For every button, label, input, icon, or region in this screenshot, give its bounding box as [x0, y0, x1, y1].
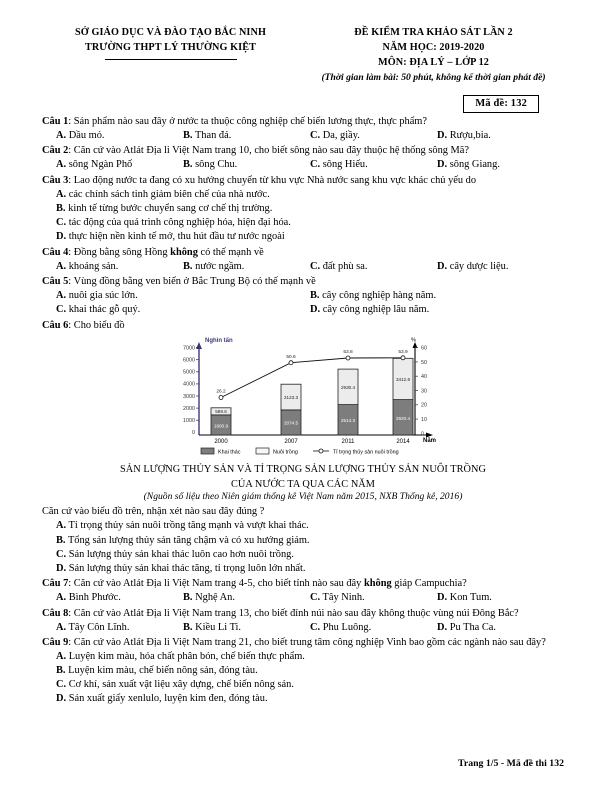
- svg-text:5000: 5000: [183, 369, 195, 376]
- option-d[interactable]: D. Pu Tha Ca.: [437, 621, 496, 633]
- option-b[interactable]: B. Than đá.: [183, 129, 232, 141]
- question-text: : Căn cứ vào Atlát Địa li Việt Nam trang 21, cho biết trung tâm công nghiệp Vinh bao gồm các ngành nào sau đây?: [68, 637, 546, 649]
- question-stem: [42, 246, 564, 260]
- option-c[interactable]: C. tác động của quá trình công nghiệp hóa, hiện đại hóa.: [56, 216, 291, 228]
- svg-text:60: 60: [421, 345, 427, 352]
- question-3: [42, 174, 564, 244]
- question-number: Câu 4: [42, 246, 69, 258]
- svg-text:2011: 2011: [341, 439, 355, 446]
- svg-text:Khai thác: Khai thác: [218, 449, 241, 456]
- header-divider: [105, 59, 237, 60]
- question-options-row: [42, 621, 564, 635]
- svg-text:2007: 2007: [284, 439, 298, 446]
- svg-text:50: 50: [421, 360, 427, 367]
- question-options-row: [42, 289, 564, 303]
- svg-text:3412.8: 3412.8: [395, 377, 411, 383]
- question-6-text: : Cho biểu đồ: [68, 319, 125, 331]
- option-d[interactable]: D. sông Giang.: [437, 159, 500, 171]
- svg-text:50.6: 50.6: [286, 355, 296, 361]
- svg-text:0: 0: [192, 430, 195, 437]
- option-a[interactable]: A. Dầu mỏ.: [56, 129, 105, 141]
- option-b[interactable]: B. kinh tế từng bước chuyển sang cơ chế thị trường.: [56, 202, 273, 214]
- option-a[interactable]: A. nuôi gia súc lớn.: [56, 290, 138, 302]
- svg-text:6000: 6000: [183, 357, 195, 364]
- svg-text:Năm: Năm: [423, 438, 437, 445]
- option-c[interactable]: C. đất phù sa.: [310, 260, 368, 272]
- question-options: [42, 650, 564, 706]
- option-a[interactable]: A. Luyện kim màu, hóa chất phân bón, chế biến thực phẩm.: [56, 651, 305, 663]
- svg-text:2514.3: 2514.3: [340, 418, 356, 424]
- department-name: SỞ GIÁO DỤC VÀ ĐÀO TẠO BẮC NINH: [75, 27, 266, 38]
- svg-text:30: 30: [421, 388, 427, 395]
- option-b[interactable]: B. nước ngầm.: [183, 260, 245, 272]
- question-stem: [42, 577, 564, 591]
- chart-title-line-2: CỦA NƯỚC TA QUA CÁC NĂM: [230, 478, 375, 490]
- question-stem: [42, 144, 564, 158]
- question-stem: [42, 174, 564, 188]
- question-number: Câu 1: [42, 115, 69, 127]
- svg-text:Nuôi trồng: Nuôi trồng: [273, 449, 298, 456]
- option-c[interactable]: C. khai thác gỗ quý.: [56, 304, 141, 316]
- question-number: Câu 9: [42, 637, 69, 649]
- svg-text:2920.4: 2920.4: [395, 416, 411, 422]
- exam-title: ĐỀ KIỂM TRA KHẢO SÁT LẦN 2: [354, 27, 513, 38]
- svg-text:40: 40: [421, 374, 427, 381]
- question-7: [42, 577, 564, 605]
- svg-text:53.8: 53.8: [343, 350, 353, 356]
- option-a[interactable]: A. Tỉ trọng thủy sản nuôi trồng tăng mạnh và vượt khai thác.: [56, 520, 309, 532]
- svg-text:4000: 4000: [183, 381, 195, 388]
- svg-text:26.2: 26.2: [216, 389, 226, 395]
- chart-source: (Nguồn số liệu theo Niên giám thống kê Việt Nam năm 2015, NXB Thống kê, 2016): [143, 490, 463, 502]
- svg-text:53.9: 53.9: [398, 350, 408, 356]
- option-a[interactable]: A. Tây Côn Lĩnh.: [56, 621, 130, 633]
- question-text: : Vùng đồng bằng ven biển ở Bắc Trung Bộ có thế mạnh về: [68, 276, 316, 288]
- question-options-row: [42, 260, 564, 274]
- svg-text:2930.4: 2930.4: [340, 385, 356, 391]
- chart-legend: [201, 448, 399, 455]
- option-a[interactable]: A. các chính sách tinh giảm biên chế của nhà nước.: [56, 188, 270, 200]
- question-options: [42, 188, 564, 244]
- school-name: TRƯỜNG THPT LÝ THƯỜNG KIỆT: [84, 41, 257, 53]
- option-b[interactable]: B. sông Chu.: [183, 159, 238, 171]
- svg-text:2014: 2014: [396, 439, 410, 446]
- question-6: [42, 319, 564, 576]
- option-c[interactable]: C. sông Hiếu.: [310, 159, 368, 171]
- svg-text:2000: 2000: [183, 406, 195, 413]
- svg-text:20: 20: [421, 402, 427, 409]
- option-b[interactable]: B. Luyện kim màu, chế biến nông sản, đóng tàu.: [56, 665, 258, 677]
- question-4: [42, 246, 564, 274]
- question-text: : Sản phẩm nào sau đây ở nước ta thuộc công nghiệp chế biến lương thực, thực phẩm?: [68, 115, 428, 127]
- svg-text:2000: 2000: [214, 439, 228, 446]
- option-d[interactable]: D. Sản lượng thủy sản khai thác tăng, tỉ trọng luôn lớn nhất.: [56, 562, 306, 574]
- option-b[interactable]: B. Nghệ An.: [183, 592, 235, 604]
- svg-text:%: %: [411, 337, 416, 344]
- question-2: [42, 144, 564, 172]
- question-text: : Căn cứ vào Atlát Địa li Việt Nam trang 10, cho biết sông nào sau đây thuộc hệ thống sông Mã?: [68, 145, 470, 157]
- questions-group-1: [42, 115, 564, 317]
- question-8: [42, 607, 564, 635]
- option-a[interactable]: A. sông Ngàn Phố: [56, 159, 133, 171]
- svg-text:Tỉ trọng thủy sản nuôi trồng: Tỉ trọng thủy sản nuôi trồng: [333, 449, 399, 456]
- option-d[interactable]: D. Kon Tum.: [437, 592, 492, 604]
- question-text: : Căn cứ vào Atlát Địa li Việt Nam trang 13, cho biết đỉnh núi nào sau đây không thuộc vùng núi Đông Bắc?: [68, 607, 519, 619]
- svg-text:3000: 3000: [183, 394, 195, 401]
- question-number: Câu 8: [42, 607, 69, 619]
- option-a[interactable]: A. khoáng sản.: [56, 260, 119, 272]
- document-header: [42, 26, 564, 86]
- subject-grade: MÔN: ĐỊA LÝ – LỚP 12: [378, 56, 489, 68]
- question-text: : Lao động nước ta đang có xu hướng chuyển từ khu vực Nhà nước sang khu vực khác chủ yếu do: [68, 174, 477, 186]
- fishery-chart: [153, 335, 453, 462]
- option-b[interactable]: B. Kiều Li Ti.: [183, 621, 242, 633]
- option-d[interactable]: D. thực hiện nền kinh tế mở, thu hút đầu tư nước ngoài: [56, 230, 285, 242]
- question-stem: [42, 636, 564, 650]
- question-6-lead: Căn cứ vào biểu đồ trên, nhận xét nào sau đây đúng ?: [42, 506, 265, 518]
- option-c[interactable]: C. Phu Luông.: [310, 621, 372, 633]
- svg-text:7000: 7000: [183, 345, 195, 352]
- svg-text:1660.9: 1660.9: [213, 423, 229, 429]
- svg-text:1000: 1000: [183, 418, 195, 425]
- questions-group-2: [42, 577, 564, 706]
- option-a[interactable]: A. Bình Phước.: [56, 592, 121, 604]
- option-c[interactable]: C. Da, giầy.: [310, 129, 360, 141]
- svg-text:10: 10: [421, 417, 427, 424]
- svg-text:2123.3: 2123.3: [283, 395, 299, 401]
- question-stem: [42, 607, 564, 621]
- option-c[interactable]: C. Sản lượng thủy sản khai thác luôn cao hơn nuôi trồng.: [56, 548, 294, 560]
- question-6-number: Câu 6: [42, 319, 69, 331]
- question-options-row: [42, 129, 564, 143]
- school-header: [42, 26, 303, 60]
- option-d[interactable]: D. Rượu,bia.: [437, 129, 491, 141]
- question-options-row: [42, 591, 564, 605]
- option-d[interactable]: D. cây dược liệu.: [437, 260, 509, 272]
- option-d[interactable]: D. Sản xuất giấy xenlulo, luyện kim đen, đóng tàu.: [56, 693, 268, 705]
- question-text: : Căn cứ vào Atlát Địa li Việt Nam trang 4-5, cho biết tỉnh nào sau đây không giáp Campuchia?: [68, 578, 467, 590]
- chart-title-line-1: SẢN LƯỢNG THỦY SẢN VÀ TỈ TRỌNG SẢN LƯỢNG THỦY SẢN NUÔI TRỒNG: [119, 464, 487, 476]
- option-b[interactable]: B. Tổng sản lượng thủy sản tăng chậm và có xu hướng giảm.: [56, 534, 310, 546]
- question-9: [42, 636, 564, 706]
- svg-text:0: 0: [421, 431, 424, 438]
- option-d[interactable]: D. cây công nghiệp lâu năm.: [310, 304, 430, 316]
- option-b[interactable]: B. cây công nghiệp hàng năm.: [310, 290, 437, 302]
- question-options-row: [42, 303, 564, 317]
- svg-text:2074.5: 2074.5: [283, 420, 299, 426]
- question-5: [42, 275, 564, 317]
- svg-text:Nghìn tấn: Nghìn tấn: [205, 338, 233, 345]
- question-number: Câu 5: [42, 276, 69, 288]
- svg-text:589.6: 589.6: [215, 409, 227, 415]
- question-number: Câu 3: [42, 174, 69, 186]
- exam-header: [303, 26, 564, 86]
- fishery-chart-svg: [153, 335, 453, 457]
- question-stem: [42, 115, 564, 129]
- page-footer: Trang 1/5 - Mã đề thi 132: [458, 758, 564, 769]
- question-stem: [42, 275, 564, 289]
- exam-code-box: Mã đề: 132: [463, 95, 539, 113]
- option-c[interactable]: C. Tây Ninh.: [310, 592, 365, 604]
- question-number: Câu 7: [42, 578, 69, 590]
- question-6-stem: [42, 319, 564, 333]
- question-text: : Đồng bằng sông Hồng không có thế mạnh về: [68, 246, 264, 258]
- option-c[interactable]: C. Cơ khí, sản xuất vật liệu xây dựng, chế biến nông sản.: [56, 679, 294, 691]
- exam-code-row: [42, 95, 564, 113]
- question-6-options: [42, 519, 564, 575]
- question-1: [42, 115, 564, 143]
- exam-duration-note: (Thời gian làm bài: 50 phút, không kể thời gian phát đề): [321, 72, 546, 84]
- school-year: NĂM HỌC: 2019-2020: [382, 41, 485, 53]
- question-number: Câu 2: [42, 145, 69, 157]
- question-options-row: [42, 158, 564, 172]
